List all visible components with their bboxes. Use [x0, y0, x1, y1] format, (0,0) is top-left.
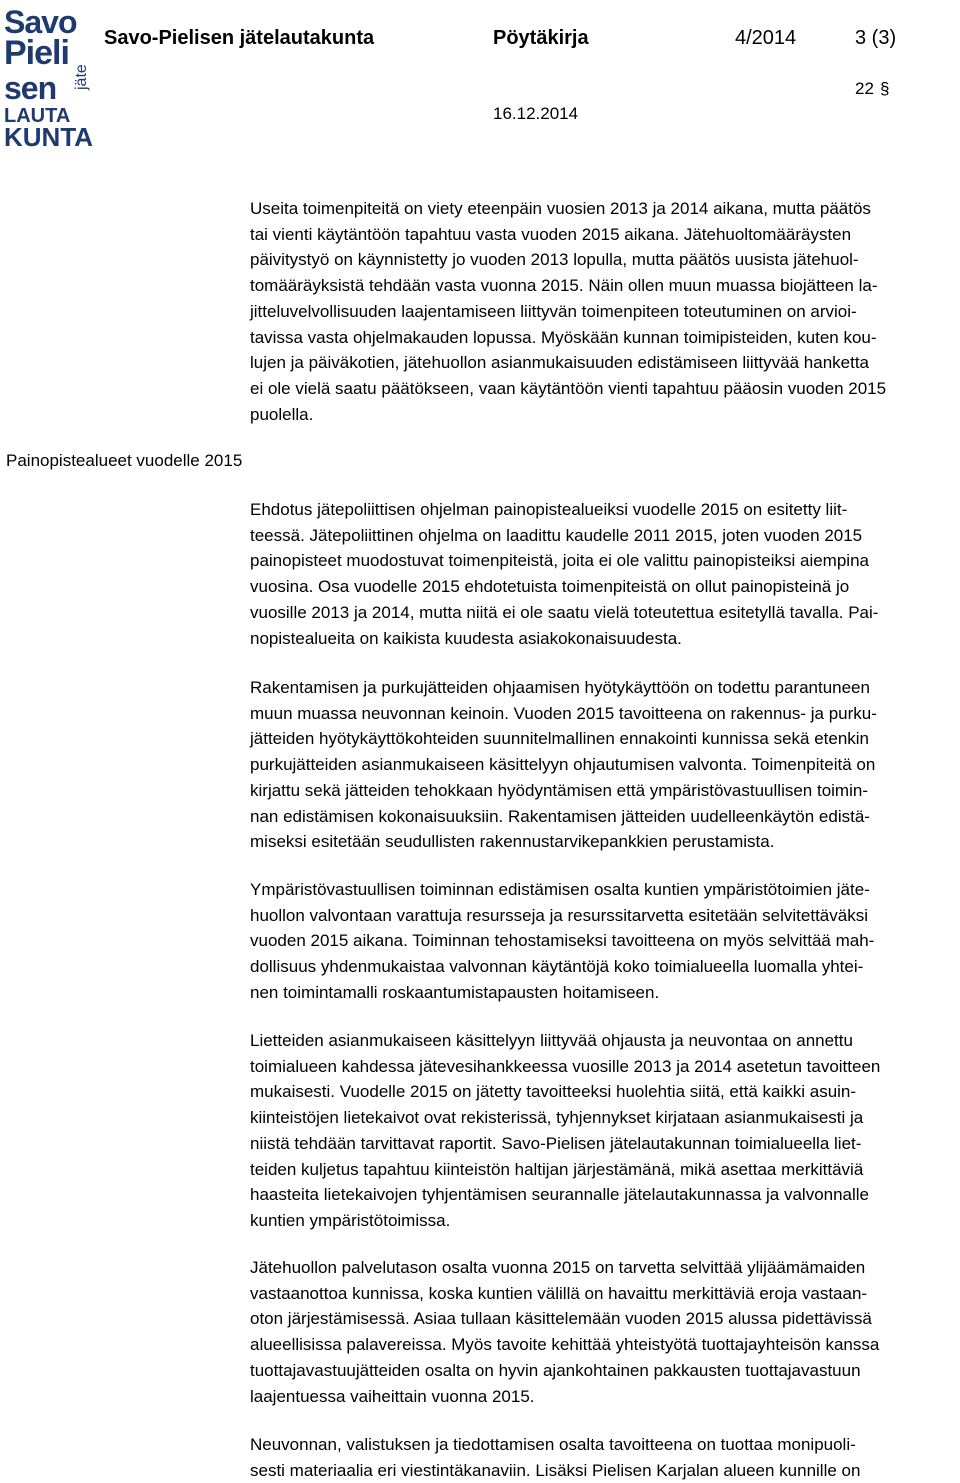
- paragraph-intro: [250, 196, 960, 427]
- section-number: 22: [855, 79, 874, 98]
- text-line: vastaanottoa kunnissa, koska kuntien välillä on havaittu merkittäviä eroja vastaan-: [250, 1283, 868, 1303]
- text-line: alueellisissa palavereissa. Myös tavoite kehittää yhteistyötä tuottajayhteisön kanssa: [250, 1335, 880, 1355]
- text-line: päivitystyö on käynnistetty jo vuoden 2013 lopulla, mutta päätös uusista jätehuol-: [250, 250, 859, 270]
- org-logo: [4, 6, 96, 152]
- paragraph-proposal: [250, 497, 960, 651]
- logo-word-sen: sen: [4, 70, 57, 106]
- logo-word-lauta: LAUTA: [4, 105, 71, 127]
- text-line: Useita toimenpiteitä on viety eteenpäin vuosien 2013 ja 2014 aikana, mutta päätös: [250, 199, 871, 218]
- text-line: toimialueen kahdessa jätevesihankkeessa vuosille 2013 ja 2014 asetetun tavoitteen: [250, 1056, 881, 1076]
- header-meeting-number: 4/2014: [735, 27, 797, 49]
- text-line: kuntien ympäristötoimissa.: [250, 1210, 451, 1230]
- text-line: vuosina. Osa vuodelle 2015 ehdotetuista toimenpiteistä on ollut painopisteinä jo: [250, 577, 850, 597]
- text-line: purkujätteiden asianmukaiseen käsittelyyn ohjautumisen valvonta. Toimenpiteitä on: [250, 755, 876, 775]
- text-line: painopisteet muodostuvat toimenpiteistä, joita ei ole valittu painopisteiksi aiempina: [250, 551, 869, 571]
- text-line: sesti materiaalia eri viestintäkanaviin. Lisäksi Pielisen Karjalan alueen kunnille on: [250, 1460, 861, 1480]
- text-line: kirjattu sekä jätteiden tehokkaan hyödyntämisen että ympäristövastuullisen toimin-: [250, 780, 868, 800]
- header-organization: Savo-Pielisen jätelautakunta: [104, 27, 375, 49]
- text-line: teiden kuljetus tapahtuu kiinteistön haltijan järjestämänä, mikä asettaa merkittäviä: [250, 1159, 864, 1179]
- text-line: haasteita lietekaivojen tyhjentämisen seurannalle jätelautakunnassa ja valvonnalle: [250, 1185, 870, 1205]
- text-line: Rakentamisen ja purkujätteiden ohjaamisen hyötykäyttöön on todettu parantuneen: [250, 678, 870, 697]
- paragraph-service-level: [250, 1255, 960, 1409]
- header-page-count: 3 (3): [855, 27, 897, 49]
- text-line: ei ole vielä saatu päätökseen, vaan käytäntöön vienti tapahtuu pääosin vuoden 2015: [250, 378, 887, 398]
- text-line: Ehdotus jätepoliittisen ohjelman painopistealueiksi vuodelle 2015 on esitetty liit-: [250, 500, 848, 519]
- text-line: vuosille 2013 ja 2014, mutta niitä ei ole saatu vielä toteutettua esitetyllä tavalla. Pai-: [250, 602, 879, 622]
- logo-word-pieli: Pieli: [4, 34, 69, 72]
- text-line: miseksi esitetään seudullisten rakennustarvikepankkien perustamista.: [250, 832, 775, 852]
- text-line: niistä tehdään tarvittavat raportit. Savo-Pielisen jätelautakunnan toimialueella liet-: [250, 1133, 862, 1153]
- text-line: Neuvonnan, valistuksen ja tiedottamisen osalta tavoitteena on tuottaa monipuoli-: [250, 1435, 856, 1454]
- text-line: Lietteiden asianmukaiseen käsittelyyn liittyvää ohjausta ja neuvontaa on annettu: [250, 1031, 853, 1050]
- text-line: Jätehuollon palvelutason osalta vuonna 2015 on tarvetta selvittää ylijäämämaiden: [250, 1258, 866, 1277]
- text-line: kiinteistöjen lietekaivot ovat rekisterissä, tyhjennykset kirjataan asianmukaisesti ja: [250, 1108, 864, 1128]
- text-line: jitteluvelvollisuuden laajentamiseen liittyvän toimenpiteen toteutuminen on arvioi-: [250, 301, 857, 321]
- header-doc-type: Pöytäkirja: [493, 27, 589, 49]
- header-date: 16.12.2014: [493, 104, 579, 123]
- text-line: tuottajavastuujätteiden osalta on hyvin ajankohtainen pakkausten tuottajavastuun: [250, 1360, 861, 1380]
- text-line: puolella.: [250, 404, 314, 424]
- paragraph-construction-waste: [250, 675, 960, 855]
- text-line: laajentuessa vaiheittain vuonna 2015.: [250, 1386, 535, 1406]
- logo-word-kunta: KUNTA: [4, 122, 94, 152]
- text-line: huollon valvontaan varattuja resursseja ja resurssitarvetta esitetään selvitettäväksi: [250, 905, 868, 925]
- text-line: tomääräyksistä tehdään vasta vuonna 2015. Näin ollen muun muassa biojätteen la-: [250, 276, 878, 296]
- text-line: dollisuus yhdenmukaistaa valvonnan käytäntöjä koko toimialueella luomalla yhtei-: [250, 957, 864, 977]
- side-heading: Painopistealueet vuodelle 2015: [6, 451, 243, 470]
- text-line: mukaisesti. Vuodelle 2015 on jätetty tavoitteeksi huolehtia siitä, että kaikki asuin-: [250, 1082, 857, 1102]
- text-line: tavissa vasta ohjelmakauden lopussa. Myöskään kunnan toimipisteiden, kuten kou-: [250, 327, 877, 347]
- paragraph-sludge: [250, 1028, 960, 1234]
- text-line: muun muassa neuvonnan keinoin. Vuoden 2015 tavoitteena on rakennus- ja purku-: [250, 703, 877, 723]
- text-line: nopistealueita on kaikista kuudesta asiakokonaisuudesta.: [250, 628, 682, 648]
- paragraph-communication: [250, 1432, 960, 1483]
- logo-word-savo: Savo: [4, 4, 77, 40]
- section-sign: §: [880, 79, 890, 98]
- text-line: oton järjestämisessä. Asiaa tullaan käsittelemään vuoden 2015 alussa pidettävissä: [250, 1309, 872, 1329]
- text-line: Ympäristövastuullisen toiminnan edistämisen osalta kuntien ympäristötoimien jäte-: [250, 880, 870, 899]
- text-line: jätteiden hyötykäyttökohteiden suunnitelmallinen ennakointi kunnissa sekä etenkin: [250, 729, 870, 749]
- text-line: teessä. Jätepoliittinen ohjelma on laadittu kaudelle 2011 2015, joten vuoden 2015: [250, 525, 863, 545]
- logo-word-jate: jäte: [73, 64, 90, 90]
- text-line: tai vienti käytäntöön tapahtuu vasta vuoden 2015 aikana. Jätehuoltomääräysten: [250, 224, 852, 244]
- paragraph-environmental: [250, 877, 960, 1006]
- text-line: lujen ja päiväkotien, jätehuollon asianmukaisuuden edistämiseen liittyvää hanketta: [250, 353, 870, 373]
- text-line: nan edistämisen kokonaisuuksiin. Rakentamisen jätteiden uudelleenkäytön edistä-: [250, 806, 870, 826]
- text-line: nen toimintamalli roskaantumistapausten hoitamiseen.: [250, 982, 660, 1002]
- text-line: vuoden 2015 aikana. Toiminnan tehostamiseksi tavoitteena on myös selvittää mah-: [250, 931, 875, 951]
